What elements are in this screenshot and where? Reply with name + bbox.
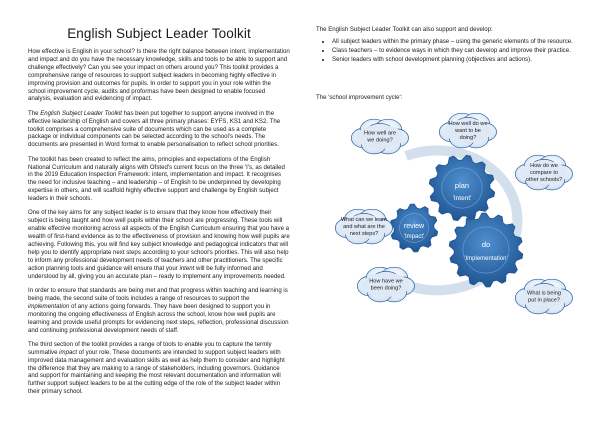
thought-cloud	[335, 209, 392, 244]
cloud-text: want to be	[455, 128, 481, 134]
intent-emphasis: intent	[179, 264, 195, 272]
paragraph-implementation	[28, 287, 290, 334]
support-list	[316, 38, 578, 64]
plan-label: plan	[454, 181, 470, 190]
paragraph-curriculum: The toolkit has been created to reflect the aims, principles and expectations of the English National Curriculum and naturally aligns with Ofsted's current focus on the three 'I's, as detailed in the 2019 Education Inspection Framework: intent, implementation and impact. It recognises the need for inclusive teaching – and leadership – of English to be underpinned by developing expertise in others, and will scaffold highly effective support and challenge by English subject leaders in their schools.	[28, 155, 285, 203]
paragraph-impact	[28, 341, 290, 396]
thought-cloud	[439, 113, 496, 148]
do-sublabel: 'Implementation'	[464, 256, 508, 262]
support-list-item: • All subject leaders within the primary phase – using the generic elements of the resource.	[332, 38, 578, 46]
review-label: review	[403, 223, 425, 230]
cloud-text: compare to	[530, 170, 558, 176]
text-run: One of the key aims for any subject leader is to ensure that they know how effectively their subject is being taught and how well pupils within their school are progressing. These tools will enable effective monitoring across all aspects of the English Curriculum ensuring that you have a wealth of first-hand evidence as to the effectiveness of provision and knowing how well pupils are achieving. Following this, you will find key subject knowledge and pedagogical indicators that will help you to identify appropriate next steps according to your school's priorities. This will also help to inform any professional development needs of teachers and other practitioners. The specific action planning tools and guidance will ensure that your	[28, 209, 290, 272]
cloud-text: How well are	[363, 130, 397, 137]
thought-cloud	[351, 119, 408, 154]
implementation-emphasis: implementation	[28, 302, 70, 310]
cloud-text: How well do we	[448, 121, 488, 127]
thought-cloud	[515, 279, 572, 314]
cloud-text: other schools?	[525, 177, 563, 183]
cloud-text: next steps?	[349, 231, 379, 237]
thought-cloud	[357, 267, 414, 302]
school-improvement-cycle-diagram	[316, 104, 586, 324]
cloud-text: put in place?	[528, 297, 560, 304]
page-title: English Subject Leader Toolkit	[67, 26, 251, 41]
text-run: In order to ensure that standards are being met and that progress within teaching and learning is being made, the second suite of tools includes a range of resources to support the	[28, 287, 288, 302]
review-sublabel: 'Impact'	[403, 234, 425, 240]
cloud-text: How do we	[530, 163, 558, 169]
paragraph-toolkit	[28, 110, 290, 150]
text-run: has been put together to support anyone involved in the effective leadership of English and covers all three primary phases: EYFS, KS1 and KS2. The toolkit comprises a comprehensive suite of documents which can be used as a complete package or individual components can be selected according to the school's needs. The documents are presented in Word format to enable personalisation to reflect school priorities.	[28, 109, 281, 149]
support-intro: The English Subject Leader Toolkit can also support and develop:	[316, 26, 493, 33]
text-run: of your role. These documents are intended to support subject leaders with improved data management and evaluation skills as well as help them to consider and highlight the difference that they are making to a range of stakeholders, including governors. Guidance and support for maintaining and keeping the most relevant documentation and information will further support subject leaders to be at the cutting edge of the role of the subject leader within their primary school.	[28, 348, 285, 396]
text-run: The	[28, 109, 41, 117]
toolkit-name-emphasis: English Subject Leader Toolkit	[40, 109, 122, 117]
cloud-text: How have we	[369, 278, 403, 285]
gear-do	[449, 213, 523, 287]
cloud-text: and what are the	[343, 224, 385, 230]
do-label: do	[481, 240, 491, 249]
text-run: will be fully informed and understood by all, giving you an accurate plan – ready to implement any improvements needed.	[28, 264, 286, 280]
cloud-text: doing?	[459, 135, 477, 141]
support-list-item: • Senior leaders with school development planning (objectives and actions).	[332, 56, 578, 64]
left-column	[28, 26, 290, 403]
cycle-heading: The 'school improvement cycle':	[316, 94, 403, 101]
plan-sublabel: 'Intent'	[452, 195, 472, 202]
cloud-text: we doing?	[367, 137, 393, 144]
support-list-item: • Class teachers – to evidence ways in which they can develop and improve their practice.	[332, 47, 578, 55]
thought-cloud	[515, 155, 572, 190]
cloud-text: What is being	[527, 290, 561, 297]
cloud-text: been doing?	[370, 285, 402, 292]
impact-emphasis: impact	[59, 348, 78, 356]
paragraph-intro: How effective is English in your school? Is there the right balance between intent, implementation and impact and do you have the necessary knowledge, skills and tools to be able to support and challenge effectively? Can you see your impact on others around you? This toolkit provides a comprehensive range of resources to support subject leaders in becoming highly effective in improving provision and outcomes for pupils. In order to support you in your role within the school improvement cycle, audits and proformas have been designed to enable focused analysis, evaluation and evidencing of impact.	[28, 48, 290, 103]
gear-shape	[449, 213, 523, 287]
cloud-text: What can we learn	[340, 217, 388, 223]
right-column	[316, 26, 578, 65]
paragraph-intent	[28, 209, 290, 280]
text-run: of any actions going forwards. They have been designed to support you in monitoring the ongoing effectiveness of English across the school, know how well pupils are learning and provide useful prompts for evidencing next steps, reflection, professional discussion and continuing professional development needs of staff.	[28, 302, 289, 334]
text-run: The third section of the toolkit provides a range of tools to enable you to capture the termly summative	[28, 340, 272, 356]
